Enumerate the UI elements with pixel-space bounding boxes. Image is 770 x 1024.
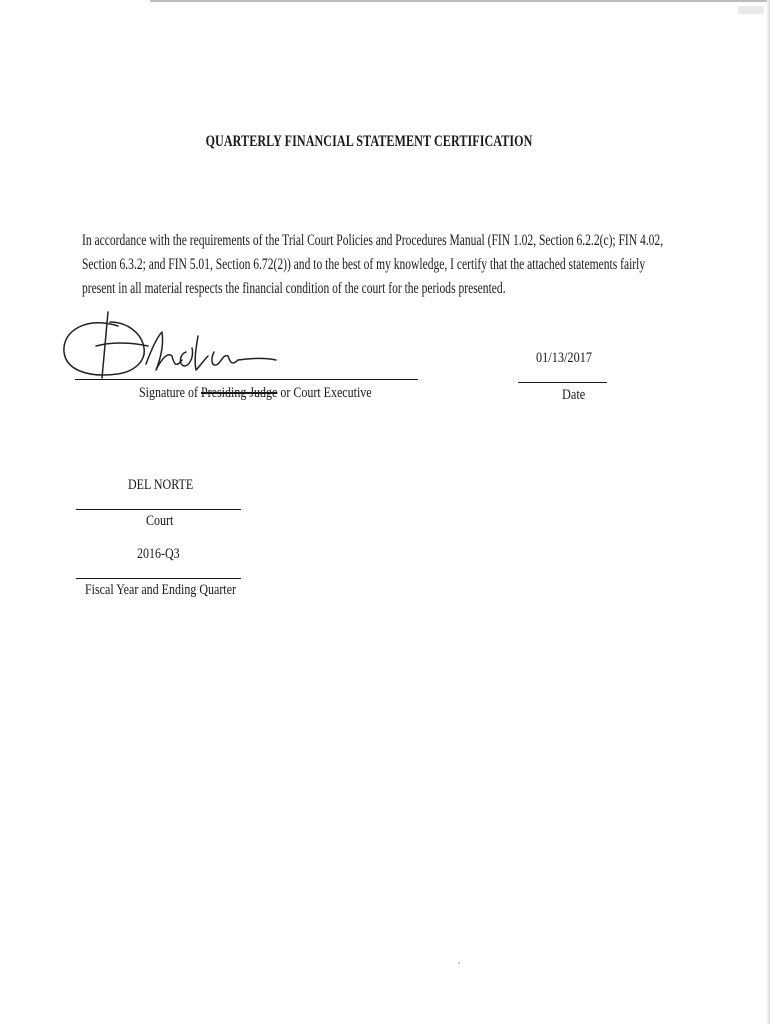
scan-speck: [458, 962, 460, 964]
signature-caption-prefix: Signature of: [139, 385, 201, 401]
scan-smudge: [738, 6, 764, 14]
paragraph-line: Section 6.3.2; and FIN 5.01, Section 6.72(2)) and to the best of my knowledge, I certify that the attached statements fairly: [82, 256, 646, 273]
court-caption: Court: [146, 513, 174, 529]
date-caption: Date: [562, 387, 586, 403]
document-title: QUARTERLY FINANCIAL STATEMENT CERTIFICATION: [205, 133, 533, 150]
date-line: [518, 382, 607, 383]
signature-caption-suffix: or Court Executive: [277, 385, 372, 401]
fiscal-quarter-value: 2016-Q3: [137, 546, 180, 562]
paragraph-line: present in all material respects the financial condition of the court for the periods presented.: [82, 280, 506, 297]
signature-caption: [139, 385, 372, 402]
court-value: DEL NORTE: [128, 477, 194, 493]
signature-caption-struck: Presiding Judge: [200, 385, 278, 401]
scan-top-edge: [150, 0, 770, 2]
fiscal-quarter-line: [76, 578, 241, 579]
date-value: 01/13/2017: [536, 350, 593, 366]
signature-line: [75, 379, 418, 380]
handwritten-signature: [58, 308, 308, 388]
certification-paragraph: [82, 229, 664, 301]
paragraph-line: In accordance with the requirements of the Trial Court Policies and Procedures Manual (FIN 1.02, Section 6.2.2(c); FIN 4.02,: [82, 232, 664, 249]
fiscal-quarter-caption: Fiscal Year and Ending Quarter: [85, 582, 236, 598]
court-line: [76, 509, 241, 510]
